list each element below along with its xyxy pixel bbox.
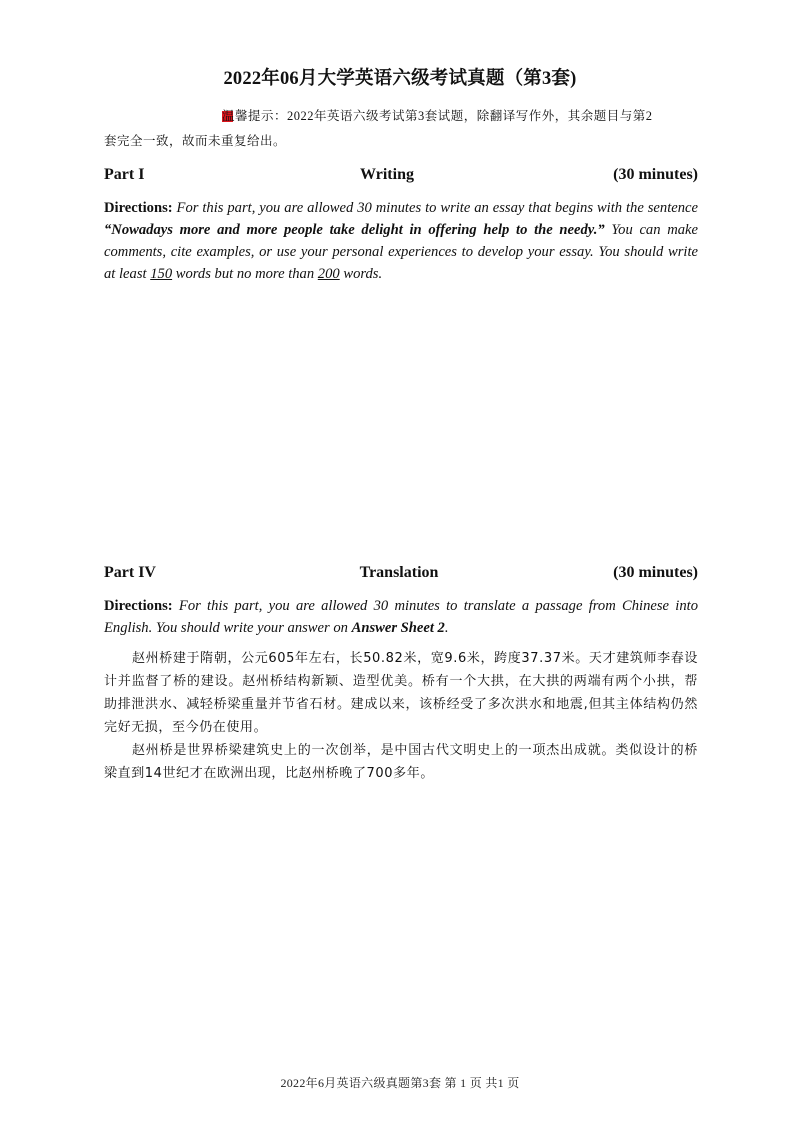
part1-min-words: 150 — [150, 266, 173, 282]
translation-paragraph-1: 赵州桥建于隋朝，公元605年左右，长50.82米，宽9.6米，跨度37.37米。天才建筑师李春设计并监督了桥的建设。赵州桥结构新颖、造型优美。桥有一个大拱，在大拱的两端有两个小拱，帮助排泄洪水、减轻桥梁重量并节省石材。建成以来，该桥经受了多次洪水和地震,但其主体结构仍然完好无损，至今仍在使用。 — [104, 651, 698, 735]
part4-directions-text-a: For this part, you are allowed 30 minutes to translate a passage from Chinese into English. You should write your answer on — [104, 598, 698, 636]
part4-header — [104, 564, 698, 586]
part1-title: Writing — [360, 166, 414, 183]
part4-label: Part IV — [104, 564, 156, 581]
part1-directions-text-a: For this part, you are allowed 30 minutes to write an essay that begins with the sentence — [172, 200, 698, 216]
part4-directions-label: Directions: — [104, 598, 173, 614]
part4-time: (30 minutes) — [613, 564, 698, 581]
part4-title: Translation — [359, 564, 439, 581]
part4-directions-text-b: . — [444, 620, 449, 636]
part1-directions-text-b: You can make comments, cite examples, or use your personal experiences to develop your essay. You should write at least — [104, 222, 698, 282]
part1-directions-label: Directions: — [104, 200, 173, 216]
part1-directions — [104, 197, 698, 285]
part4-directions — [104, 595, 698, 639]
part1-max-words: 200 — [317, 266, 340, 282]
part4-answer-sheet: Answer Sheet 2 — [351, 620, 445, 636]
part1-directions-text-c: words but no more than — [172, 266, 318, 282]
translation-paragraph-2: 赵州桥是世界桥梁建筑史上的一次创举，是中国古代文明史上的一项杰出成就。类似设计的桥梁直到14世纪才在欧洲出现，比赵州桥晚了700多年。 — [104, 743, 698, 781]
part1-essay-opening-sentence: “Nowadays more and more people take delight in offering help to the needy.” — [104, 222, 605, 238]
part1-label: Part I — [104, 166, 145, 183]
tip-text-line-2: 套完全一致，故而未重复给出。 — [104, 134, 287, 148]
page-footer: 2022年6月英语六级真题第3套 第 1 页 共1 页 — [280, 1076, 520, 1090]
tip-text-line-1: 温馨提示：2022年英语六级考试第3套试题，除翻译写作外，其余题目与第2 — [222, 109, 653, 123]
part1-directions-text-d: words. — [339, 266, 383, 282]
part1-header — [104, 166, 698, 188]
page-title: 2022年06月大学英语六级考试真题（第3套) — [223, 69, 577, 89]
part1-time: (30 minutes) — [613, 166, 698, 183]
